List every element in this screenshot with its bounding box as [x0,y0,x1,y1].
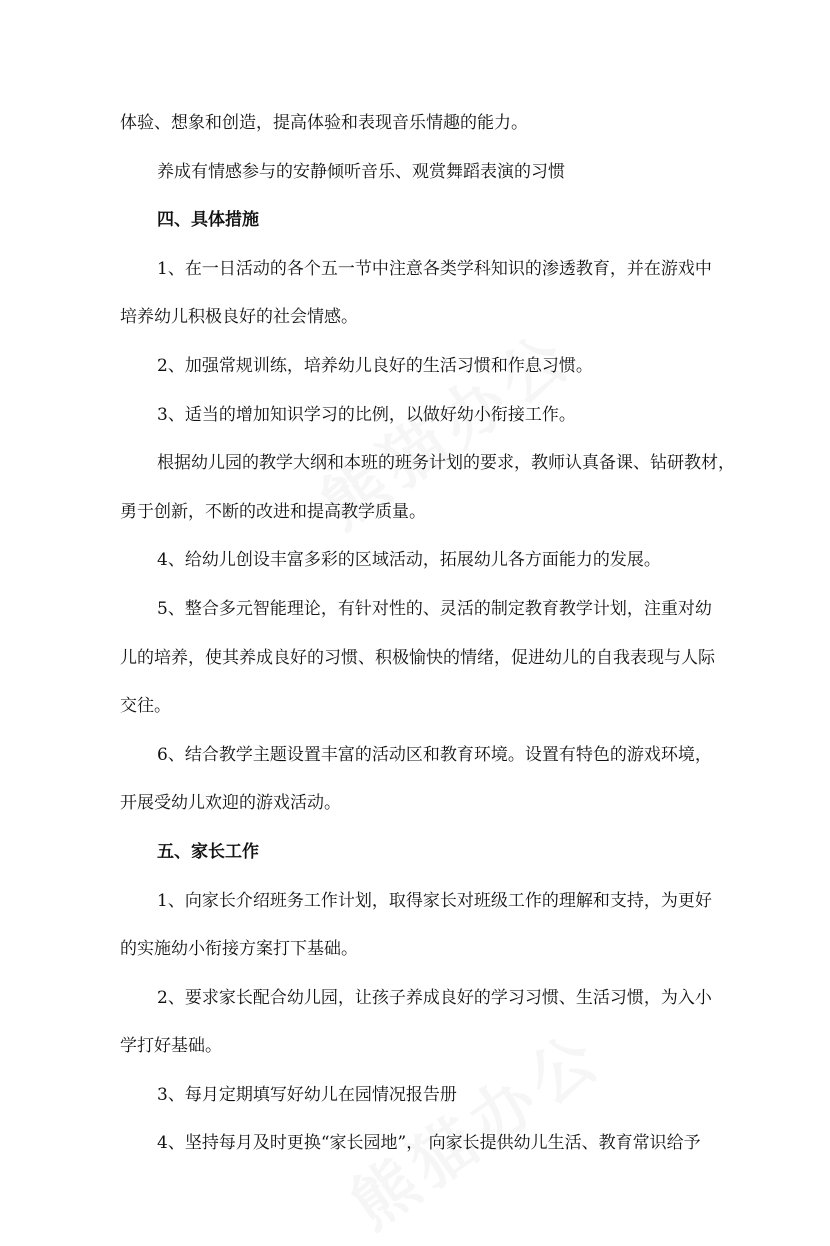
paragraph-line: 1、在一日活动的各个五一节中注意各类学科知识的渗透教育，并在游戏中 [157,258,712,279]
paragraph-line: 儿的培养，使其养成良好的习惯、积极愉快的情绪，促进幼儿的自我表现与人际 [120,647,715,668]
paragraph-line: 培养幼儿积极良好的社会情感。 [120,307,358,328]
paragraph-line: 2、要求家长配合幼儿园，让孩子养成良好的学习习惯、生活习惯，为入小 [157,987,712,1008]
section-heading-parents: 五、家长工作 [157,841,259,862]
paragraph-line: 勇于创新，不断的改进和提高教学质量。 [120,501,426,522]
paragraph-line: 1、向家长介绍班务工作计划，取得家长对班级工作的理解和支持，为更好 [157,890,712,911]
paragraph-line: 5、整合多元智能理论，有针对性的、灵活的制定教育教学计划，注重对幼 [157,598,712,619]
paragraph-line: 3、适当的增加知识学习的比例，以做好幼小衔接工作。 [157,404,576,425]
paragraph-line: 体验、想象和创造，提高体验和表现音乐情趣的能力。 [120,113,528,133]
paragraph-line: 开展受幼儿欢迎的游戏活动。 [120,793,341,814]
paragraph-line: 4、给幼儿创设丰富多彩的区域活动，拓展幼儿各方面能力的发展。 [157,550,661,571]
document-body [120,99,735,1168]
paragraph-line: 学打好基础。 [120,1036,222,1057]
paragraph-line: 3、每月定期填写好幼儿在园情况报告册 [157,1084,457,1105]
paragraph-line: 的实施幼小衔接方案打下基础。 [120,939,358,960]
paragraph-line: 养成有情感参与的安静倾听音乐、观赏舞蹈表演的习惯 [157,161,565,182]
paragraph-line: 6、结合教学主题设置丰富的活动区和教育环境。设置有特色的游戏环境， [157,744,712,765]
paragraph-line: 2、加强常规训练，培养幼儿良好的生活习惯和作息习惯。 [157,355,593,376]
section-heading-measures: 四、具体措施 [157,210,259,231]
paragraph-line: 4、坚持每月及时更换“家长园地”， 向家长提供幼儿生活、教育常识给予 [157,1133,701,1154]
paragraph-line: 根据幼儿园的教学大纲和本班的班务计划的要求，教师认真备课、钻研教材， [157,453,735,474]
paragraph-line: 交往。 [120,696,171,717]
